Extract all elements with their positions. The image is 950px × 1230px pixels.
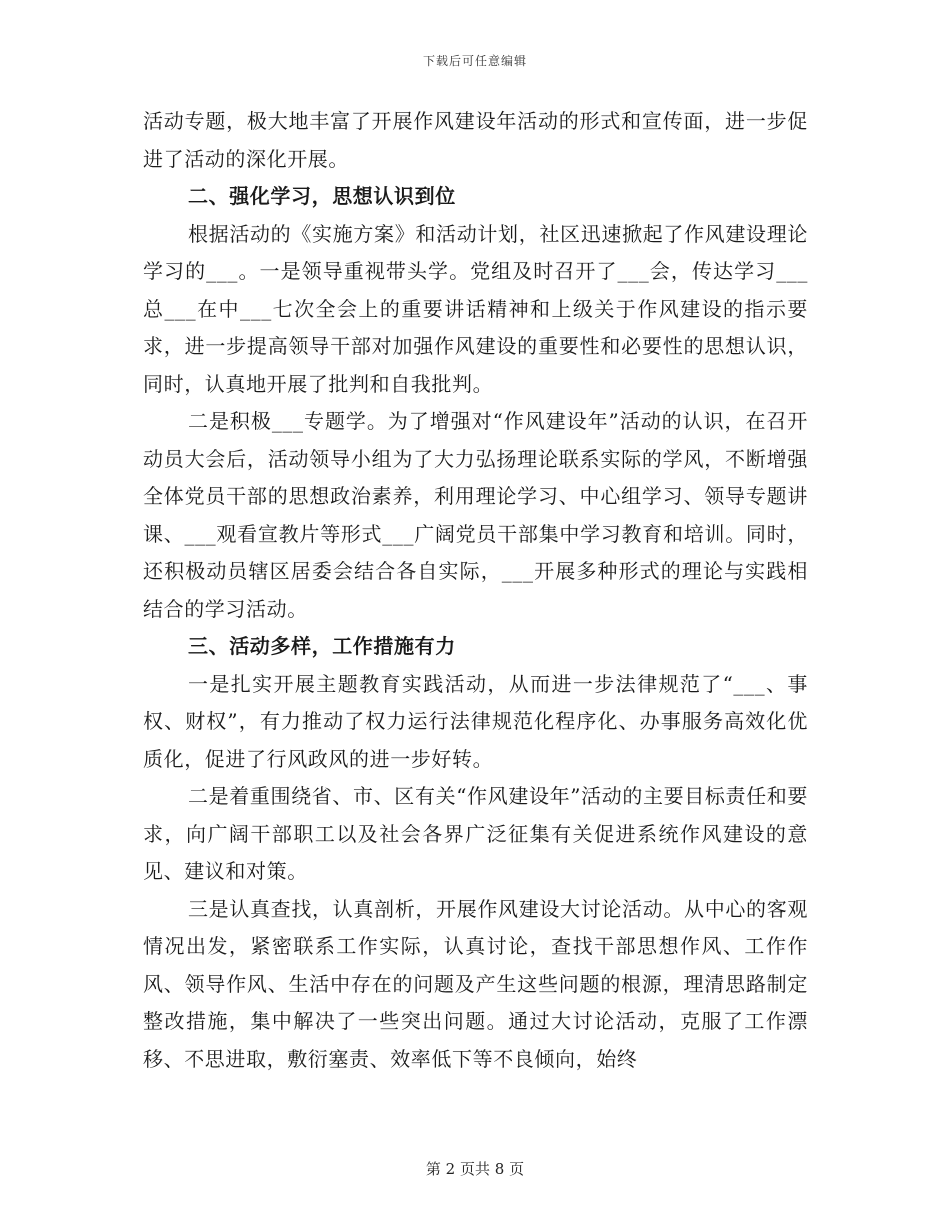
paragraph-continuation: 活动专题，极大地丰富了开展作风建设年活动的形式和宣传面，进一步促进了活动的深化开展。 bbox=[143, 109, 808, 171]
paragraph-goals-responsibilities: 二是着重围绕省、市、区有关“作风建设年”活动的主要目标责任和要求，向广阔干部职工以及社会各界广泛征集有关促进系统作风建设的意见、建议和对策。 bbox=[143, 784, 808, 883]
document-body bbox=[143, 103, 808, 1078]
paragraph-education-practice: 一是扎实开展主题教育实践活动，从而进一步法律规范了“___、事权、财权”，有力推动了权力运行法律规范化程序化、办事服务高效化优质化，促进了行风政风的进一步好转。 bbox=[143, 671, 808, 771]
paragraph-study-leadership: 根据活动的《实施方案》和活动计划，社区迅速掀起了作风建设理论学习的___。一是领导重视带头学。党组及时召开了___会，传达学习___总___在中___七次全会上的重要讲话精神和上级关于作风建设的指示要求，进一步提高领导干部对加强作风建设的重要性和必要性的思想认识，同时，认真地开展了批判和自我批判。 bbox=[143, 221, 808, 396]
paragraph-discussion-activity: 三是认真查找，认真剖析，开展作风建设大讨论活动。从中心的客观情况出发，紧密联系工作实际，认真讨论，查找干部思想作风、工作作风、领导作风、生活中存在的问题及产生这些问题的根源，理清思路制定整改措施，集中解决了一些突出问题。通过大讨论活动，克服了工作漂移、不思进取，敷衍塞责、效率低下等不良倾向，始终 bbox=[143, 896, 808, 1071]
paragraph-topic-study: 二是积极___专题学。为了增强对“作风建设年”活动的认识，在召开动员大会后，活动领导小组为了大力弘扬理论联系实际的学风，不断增强全体党员干部的思想政治素养，利用理论学习、中心组学习、领导专题讲课、___观看宣教片等形式___广阔党员干部集中学习教育和培训。同时，还积极动员辖区居委会结合各自实际，___开展多种形式的理论与实践相结合的学习活动。 bbox=[143, 409, 808, 621]
section-heading-3: 三、活动多样，工作措施有力 bbox=[188, 634, 456, 658]
page-header: 下载后可任意编辑 bbox=[422, 54, 527, 68]
page-footer: 第 2 页共 8 页 bbox=[425, 1160, 525, 1178]
section-heading-2: 二、强化学习，思想认识到位 bbox=[188, 184, 456, 208]
